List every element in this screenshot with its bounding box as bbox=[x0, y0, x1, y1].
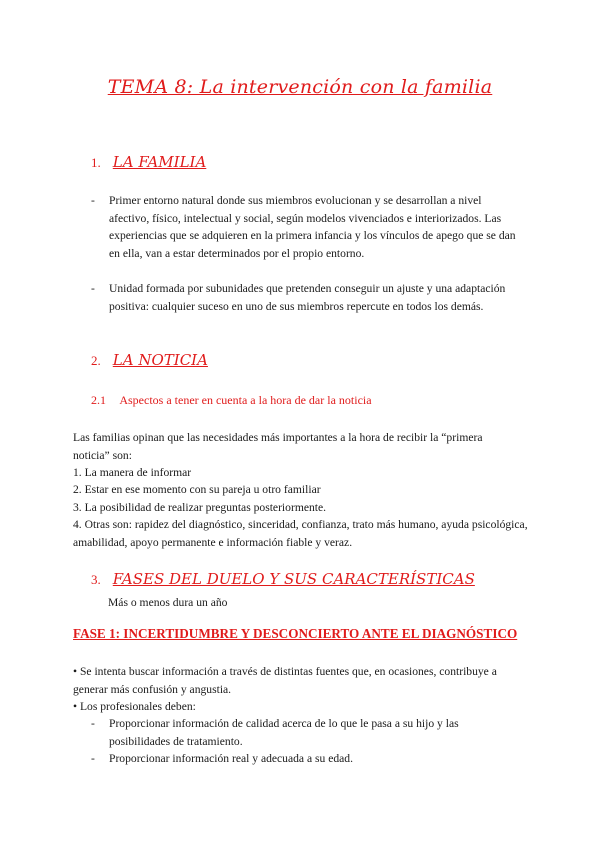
dash-marker: - bbox=[91, 752, 95, 765]
list-item-text: Proporcionar información de calidad acerca de lo que le pasa a su hijo y las posibilidades de tratamiento. bbox=[109, 717, 459, 748]
list-item bbox=[91, 280, 521, 315]
subsection-title: Aspectos a tener en cuenta a la hora de dar la noticia bbox=[119, 393, 372, 407]
numbered-point: 3. La posibilidad de realizar preguntas posteriormente. bbox=[73, 501, 327, 514]
list-item bbox=[91, 192, 521, 262]
bullet-paragraph: • Se intenta buscar información a través de distintas fuentes que, en ocasiones, contribuye a generar más confusión y angustia. bbox=[73, 665, 497, 696]
list-item-text: Unidad formada por subunidades que pretenden conseguir un ajuste y una adaptación positiva: cualquier suceso en uno de sus miembros repercute en todos los demás. bbox=[109, 282, 506, 313]
section-number: 3. bbox=[91, 572, 101, 587]
duration-note: Más o menos dura un año bbox=[108, 596, 228, 609]
dash-marker: - bbox=[91, 717, 95, 730]
list-item bbox=[91, 750, 521, 768]
numbered-point: 1. La manera de informar bbox=[73, 466, 192, 479]
section-number: 2. bbox=[91, 353, 101, 368]
dash-marker: - bbox=[91, 194, 95, 207]
section-title: FASES DEL DUELO Y SUS CARACTERÍSTICAS bbox=[112, 570, 475, 588]
section-title: LA NOTICIA bbox=[112, 351, 208, 369]
phase-heading: FASE 1: INCERTIDUMBRE Y DESCONCIERTO ANTE EL DIAGNÓSTICO bbox=[73, 626, 518, 641]
section-heading-fases bbox=[91, 570, 475, 588]
section-number: 1. bbox=[91, 155, 101, 170]
subsection-number: 2.1 bbox=[91, 393, 106, 407]
intro-paragraph: Las familias opinan que las necesidades más importantes a la hora de recibir la “primera noticia” son: bbox=[73, 431, 483, 462]
bullet-paragraph: • Los profesionales deben: bbox=[73, 700, 196, 713]
section-heading-noticia bbox=[91, 351, 208, 369]
section-title: LA FAMILIA bbox=[112, 153, 207, 171]
section-heading-familia bbox=[91, 153, 206, 171]
numbered-point: 2. Estar en ese momento con su pareja u otro familiar bbox=[73, 483, 321, 496]
subsection-heading bbox=[91, 393, 372, 408]
numbered-point: 4. Otras son: rapidez del diagnóstico, sinceridad, confianza, trato más humano, ayuda psicológica, amabilidad, apoyo permanente e información fiable y veraz. bbox=[73, 518, 528, 549]
list-item-text: Primer entorno natural donde sus miembros evolucionan y se desarrollan a nivel afectivo, físico, intelectual y social, según modelos vivenciados e interiorizados. Las experiencias que se adquieren en la primera infancia y los vínculos de apego que se dan en ella, van a estar determinados por el propio entorno. bbox=[109, 194, 516, 260]
document-title: TEMA 8: La intervención con la familia bbox=[107, 76, 493, 98]
list-item bbox=[91, 715, 521, 750]
list-item-text: Proporcionar información real y adecuada a su edad. bbox=[109, 752, 354, 765]
dash-marker: - bbox=[91, 282, 95, 295]
